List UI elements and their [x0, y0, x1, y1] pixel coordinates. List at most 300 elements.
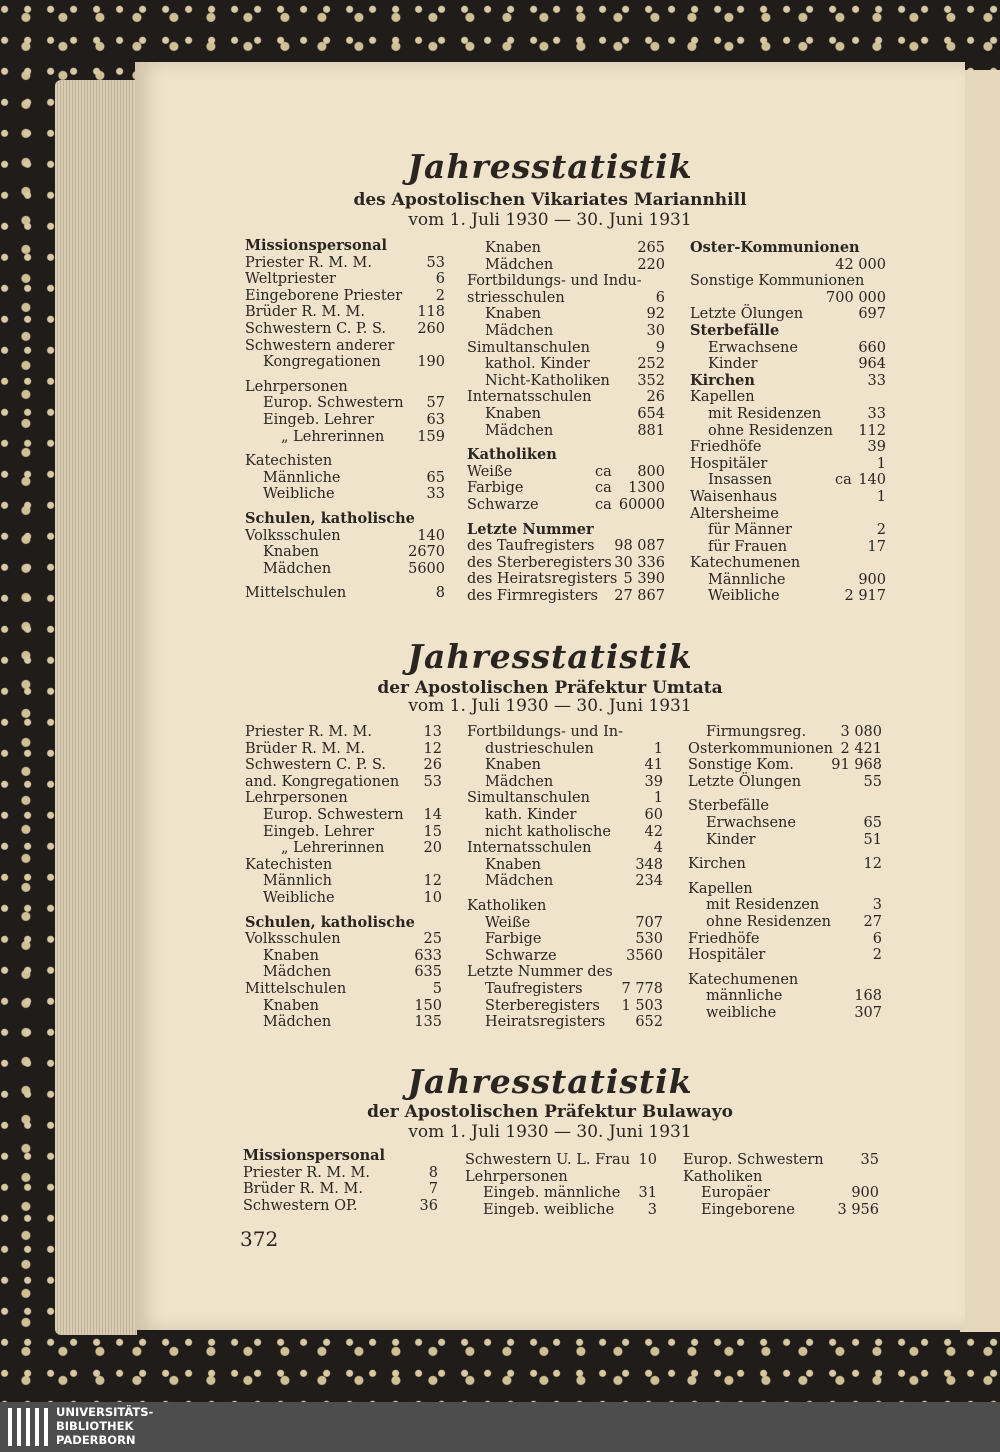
stat-row [467, 464, 665, 481]
stat-row [467, 406, 665, 423]
stat-row [467, 588, 665, 605]
stat-value: 41 [644, 757, 663, 774]
stat-row [690, 506, 886, 523]
section-title: Jahresstatistik [407, 147, 693, 186]
stat-label: Friedhöfe [688, 930, 760, 947]
stat-label: Internatsschulen [467, 389, 592, 406]
stat-value: 98 087 [614, 538, 665, 555]
section-column [688, 724, 882, 1022]
stat-label: Volksschulen [245, 527, 341, 544]
stat-row [245, 741, 442, 758]
stat-label: Katholiken [467, 897, 547, 914]
facing-page-edge [960, 70, 1000, 1332]
stat-row [245, 774, 442, 791]
stat-value: 140 [858, 472, 886, 489]
stat-label: Priester R. M. M. [245, 254, 372, 271]
stat-row [245, 824, 442, 841]
stat-value: 2 917 [844, 588, 886, 605]
stat-row [467, 931, 663, 948]
stat-label: Schwestern C. P. S. [245, 320, 386, 337]
stat-value: 697 [858, 306, 886, 323]
section-column [683, 1152, 879, 1218]
stat-row [688, 774, 882, 791]
stat-row [245, 873, 442, 890]
stat-label: Waisenhaus [690, 488, 778, 505]
section-column [465, 1152, 657, 1218]
stat-row [688, 856, 882, 873]
section-column [467, 240, 665, 604]
stat-row [690, 373, 886, 390]
stat-row [688, 724, 882, 741]
stat-label: Weiße [485, 914, 531, 931]
stat-label: Priester R. M. M. [245, 724, 372, 740]
stat-label: Mädchen [485, 773, 554, 790]
stat-row [467, 497, 665, 514]
stat-value: 25 [423, 931, 442, 948]
stat-label: Nicht-Katholiken [485, 372, 610, 389]
stat-label: Lehrpersonen [465, 1168, 568, 1185]
stat-row [690, 588, 886, 605]
stat-value: 900 [858, 571, 886, 588]
stat-value: 654 [637, 405, 665, 422]
library-name-line: PADERBORN [56, 1433, 136, 1447]
stat-value: 20 [423, 840, 442, 857]
stat-row [245, 429, 445, 446]
stat-row [245, 948, 442, 965]
stat-label: mit Residenzen [708, 405, 822, 422]
stat-row [245, 964, 442, 981]
section-subtitle: des Apostolischen Vikariates Mariannhill [353, 190, 747, 210]
stat-label: Erwachsene [708, 339, 798, 356]
stat-value: 881 [637, 422, 665, 439]
stat-label: Mädchen [485, 322, 554, 339]
stat-value: 1 503 [621, 997, 663, 1014]
stat-row [467, 915, 663, 932]
stat-value: 55 [863, 773, 882, 790]
stat-approx: ca [835, 472, 852, 489]
stat-row [245, 840, 442, 857]
stat-value: 1 [653, 740, 663, 757]
stat-label: kath. Kinder [485, 806, 577, 823]
stat-row [690, 472, 886, 489]
stat-row [683, 1152, 879, 1169]
stat-value: 4 [653, 840, 663, 857]
library-name [56, 1405, 153, 1447]
library-name-line: UNIVERSITÄTS- [56, 1405, 154, 1419]
stat-row [467, 290, 665, 307]
stat-label: Sonstige Kom. [688, 757, 794, 774]
stat-row [467, 948, 663, 965]
stat-value: 12 [863, 856, 882, 873]
stat-label: Eingeb. Lehrer [263, 411, 374, 428]
stat-value: 26 [646, 389, 665, 406]
stat-row [688, 798, 882, 815]
stat-row [690, 539, 886, 556]
stat-row [245, 453, 445, 470]
stat-label: Knaben [485, 405, 542, 422]
stat-row [688, 741, 882, 758]
stat-value: 9 [655, 339, 665, 356]
stat-label: Farbige [467, 480, 524, 497]
stat-value: 60 [644, 806, 663, 823]
stat-row [467, 555, 665, 572]
stat-row [465, 1152, 657, 1169]
stat-label: kathol. Kinder [485, 356, 590, 373]
stat-value: 220 [637, 256, 665, 273]
stat-row [245, 724, 442, 741]
stat-label: Schwestern C. P. S. [245, 757, 386, 774]
stat-label: Friedhöfe [690, 439, 762, 456]
stat-label: des Heiratsregisters [467, 571, 618, 588]
stat-value: 700 000 [826, 289, 886, 306]
stat-label: Taufregisters [485, 980, 583, 997]
stat-value: 33 [867, 405, 886, 422]
stat-row [245, 561, 445, 578]
stat-label: Brüder R. M. M. [245, 740, 365, 757]
section-date: vom 1. Juli 1930 — 30. Juni 1931 [408, 1122, 692, 1142]
stat-value: 92 [646, 306, 665, 323]
stat-label: Mädchen [263, 964, 332, 981]
stat-value: 112 [858, 422, 886, 439]
section-column [467, 724, 663, 1031]
stat-label: Katechumenen [690, 555, 801, 572]
stat-label: Europ. Schwestern [263, 806, 404, 823]
stat-row [245, 395, 445, 412]
stat-label: männliche [706, 988, 783, 1005]
stat-value: 900 [851, 1185, 879, 1202]
stat-row [690, 340, 886, 357]
stat-label: Schwestern U. L. Frau [465, 1152, 631, 1168]
stat-value: 3 [647, 1201, 657, 1218]
stat-value: 30 [646, 322, 665, 339]
stat-label: des Taufregisters [467, 538, 595, 555]
stat-value: 5 390 [623, 571, 665, 588]
stat-value: 39 [644, 773, 663, 790]
stat-label: Erwachsene [706, 814, 796, 831]
stat-row [683, 1185, 879, 1202]
stat-value: 530 [635, 931, 663, 948]
stat-value: 3560 [626, 947, 663, 964]
stat-value: 35 [860, 1152, 879, 1168]
stat-label: Sterbefälle [690, 321, 780, 339]
stat-label: Farbige [485, 931, 542, 948]
stat-row [690, 257, 886, 274]
stat-row [688, 881, 882, 898]
stat-value: 51 [863, 831, 882, 848]
stat-label: Mädchen [485, 256, 554, 273]
stat-row [245, 857, 442, 874]
stat-label: Kinder [706, 831, 756, 848]
stat-row [690, 389, 886, 406]
section-title: Jahresstatistik [407, 1062, 693, 1101]
stat-value: 140 [417, 527, 445, 544]
stat-value: 159 [417, 428, 445, 445]
stat-value: 14 [423, 806, 442, 823]
stat-row [467, 774, 663, 791]
stat-row [467, 373, 665, 390]
stat-value: 13 [423, 724, 442, 740]
stat-row [467, 964, 663, 981]
stat-value: 26 [423, 757, 442, 774]
stat-row [245, 890, 442, 907]
stat-value: 1 [876, 488, 886, 505]
stat-label: Letzte Ölungen [688, 773, 802, 790]
stat-row [245, 271, 445, 288]
stat-value: 2 [872, 947, 882, 964]
stat-label: Heiratsregisters [485, 1014, 606, 1031]
stat-value: 234 [635, 873, 663, 890]
stat-value: 150 [414, 997, 442, 1014]
stat-row [690, 356, 886, 373]
stat-label: Fortbildungs- und In- [467, 724, 624, 740]
stat-label: Kapellen [688, 880, 753, 897]
stat-label: Kirchen [690, 371, 755, 389]
stat-label: Lehrpersonen [245, 790, 348, 807]
stat-row [467, 571, 665, 588]
stat-value: 352 [637, 372, 665, 389]
stat-label: Altersheime [690, 505, 779, 522]
stat-value: 1300 [628, 480, 665, 497]
stat-label: Firmungsreg. [706, 724, 807, 740]
stat-label: Volksschulen [245, 931, 341, 948]
stat-label: striesschulen [467, 289, 565, 306]
stat-label: Schwestern anderer [245, 337, 395, 354]
stat-label: des Sterberegisters [467, 554, 612, 571]
stat-value: 65 [863, 814, 882, 831]
stat-row [245, 528, 445, 545]
stat-label: ohne Residenzen [708, 422, 833, 439]
stat-value: 118 [417, 304, 445, 321]
stat-row [688, 897, 882, 914]
stat-value: 252 [637, 356, 665, 373]
stat-value: 10 [638, 1152, 657, 1168]
stat-row [245, 486, 445, 503]
stat-row [467, 257, 665, 274]
stat-row [243, 1165, 438, 1182]
stat-value: 65 [426, 469, 445, 486]
stat-approx: ca [595, 480, 612, 497]
stat-label: Katholiken [683, 1168, 763, 1185]
stat-label: Schulen, katholische [245, 913, 415, 931]
stat-value: 8 [435, 585, 445, 602]
stat-label: Insassen [708, 472, 772, 489]
stat-row [467, 480, 665, 497]
stat-row [245, 807, 442, 824]
stat-label: Letzte Nummer des [467, 964, 613, 981]
stat-value: 31 [638, 1185, 657, 1202]
stat-row [467, 757, 663, 774]
stat-row [467, 306, 665, 323]
stat-value: 168 [854, 988, 882, 1005]
stat-label: Katechisten [245, 856, 333, 873]
stat-approx: ca [595, 496, 612, 513]
stat-row [245, 338, 445, 355]
stat-row [467, 981, 663, 998]
stat-value: 42 000 [835, 256, 886, 273]
stat-row [245, 931, 442, 948]
stat-value: 27 867 [614, 587, 665, 604]
stat-value: 135 [414, 1014, 442, 1031]
stat-value: 307 [854, 1004, 882, 1021]
stat-value: 36 [419, 1197, 438, 1214]
stat-row [245, 511, 445, 528]
stat-row [690, 240, 886, 257]
stat-row [690, 572, 886, 589]
stat-label: Knaben [263, 544, 320, 561]
stat-label: für Frauen [708, 538, 788, 555]
stat-row [245, 288, 445, 305]
stat-value: 3 [872, 897, 882, 914]
stat-label: Sterbefälle [688, 798, 770, 815]
stat-label: Oster-Kommunionen [690, 239, 860, 256]
stat-row [467, 273, 665, 290]
section-subtitle: der Apostolischen Präfektur Umtata [377, 678, 723, 698]
stat-row [245, 238, 445, 255]
stat-row [690, 306, 886, 323]
stat-value: 633 [414, 947, 442, 964]
stat-label: Lehrpersonen [245, 378, 348, 395]
stat-label: Letzte Ölungen [690, 306, 804, 323]
stat-label: Missionspersonal [243, 1147, 386, 1164]
stat-label: Hospitäler [688, 947, 766, 964]
stat-value: 652 [635, 1014, 663, 1031]
stat-label: Männliche [708, 571, 786, 588]
stat-label: Männlich [263, 873, 332, 890]
stat-row [467, 898, 663, 915]
stat-row [467, 423, 665, 440]
stat-label: Simultanschulen [467, 339, 590, 356]
book-page [135, 62, 965, 1330]
stat-row [245, 915, 442, 932]
stat-row [243, 1148, 438, 1165]
stat-value: 91 968 [831, 757, 882, 774]
stat-row [245, 757, 442, 774]
stat-value: 15 [423, 823, 442, 840]
stat-value: 5600 [408, 560, 445, 577]
stat-value: 17 [867, 538, 886, 555]
stat-row [467, 522, 665, 539]
stat-label: Weltpriester [245, 271, 336, 288]
stat-label: des Firmregisters [467, 587, 598, 604]
stat-label: Sterberegisters [485, 997, 600, 1014]
stat-value: 1 [876, 455, 886, 472]
section-column [245, 238, 445, 602]
stat-label: Eingeborene Priester [245, 287, 403, 304]
stat-label: Europ. Schwestern [263, 395, 404, 412]
stat-label: Mädchen [263, 1014, 332, 1031]
stat-value: 33 [867, 372, 886, 389]
stat-label: nicht katholische [485, 823, 611, 840]
stat-label: Priester R. M. M. [243, 1164, 370, 1181]
stat-row [467, 447, 665, 464]
stat-value: 660 [858, 339, 886, 356]
stat-row [688, 972, 882, 989]
stat-label: Mädchen [263, 560, 332, 577]
stat-label: Eingeborene [701, 1201, 795, 1218]
stat-row [688, 931, 882, 948]
stat-label: Weibliche [263, 486, 335, 503]
stat-row [690, 439, 886, 456]
stat-value: 53 [426, 254, 445, 271]
stat-label: Simultanschulen [467, 790, 590, 807]
stat-row [245, 790, 442, 807]
stat-value: 5 [432, 980, 442, 997]
section-date: vom 1. Juli 1930 — 30. Juni 1931 [408, 210, 692, 230]
stat-row [245, 1014, 442, 1031]
stat-value: 60000 [618, 496, 665, 513]
stat-value: 260 [417, 320, 445, 337]
stat-value: 33 [426, 486, 445, 503]
stat-row [245, 379, 445, 396]
page-number: 372 [240, 1227, 279, 1251]
library-logo-icon [8, 1408, 48, 1446]
page-edges [55, 80, 137, 1335]
stat-label: Eingeb. männliche [483, 1185, 621, 1202]
stat-row [245, 585, 445, 602]
section-title: Jahresstatistik [407, 637, 693, 676]
stat-row [467, 340, 665, 357]
stat-label: „ Lehrerinnen [281, 428, 385, 445]
stat-row [467, 1014, 663, 1031]
stat-value: 800 [637, 463, 665, 480]
stat-value: 27 [863, 913, 882, 930]
stat-value: 265 [637, 240, 665, 256]
stat-label: dustrieschulen [485, 740, 594, 757]
stat-value: 2670 [408, 544, 445, 561]
stat-row [467, 240, 665, 257]
stat-row [683, 1202, 879, 1219]
stat-label: Letzte Nummer [467, 520, 594, 538]
stat-row [467, 824, 663, 841]
stat-label: Knaben [485, 306, 542, 323]
stat-row [465, 1185, 657, 1202]
stat-value: 348 [635, 856, 663, 873]
section-column [690, 240, 886, 605]
stat-row [467, 323, 665, 340]
stat-row [245, 544, 445, 561]
stat-label: Sonstige Kommunionen [690, 273, 865, 290]
stat-value: 12 [423, 740, 442, 757]
stat-row [245, 412, 445, 429]
stat-value: 7 778 [621, 980, 663, 997]
stat-row [688, 1005, 882, 1022]
stat-value: 53 [423, 773, 442, 790]
stat-row [467, 873, 663, 890]
section-column [245, 724, 442, 1031]
library-name-line: BIBLIOTHEK [56, 1419, 134, 1433]
stat-value: 12 [423, 873, 442, 890]
stat-label: Kongregationen [263, 354, 381, 371]
stat-row [690, 423, 886, 440]
stat-row [467, 840, 663, 857]
stat-value: 57 [426, 395, 445, 412]
stat-row [690, 555, 886, 572]
stat-value: 63 [426, 411, 445, 428]
stat-label: Katechumenen [688, 971, 799, 988]
stat-label: Hospitäler [690, 455, 768, 472]
stat-row [688, 815, 882, 832]
stat-value: 2 [435, 287, 445, 304]
stat-label: Europ. Schwestern [683, 1152, 824, 1168]
stat-label: Mädchen [485, 873, 554, 890]
stat-label: Schwarze [467, 496, 539, 513]
stat-row [688, 947, 882, 964]
stat-label: Weibliche [708, 588, 780, 605]
stat-row [467, 998, 663, 1015]
stat-row [690, 489, 886, 506]
stat-label: Schulen, katholische [245, 509, 415, 527]
stat-label: Europäer [701, 1185, 771, 1202]
